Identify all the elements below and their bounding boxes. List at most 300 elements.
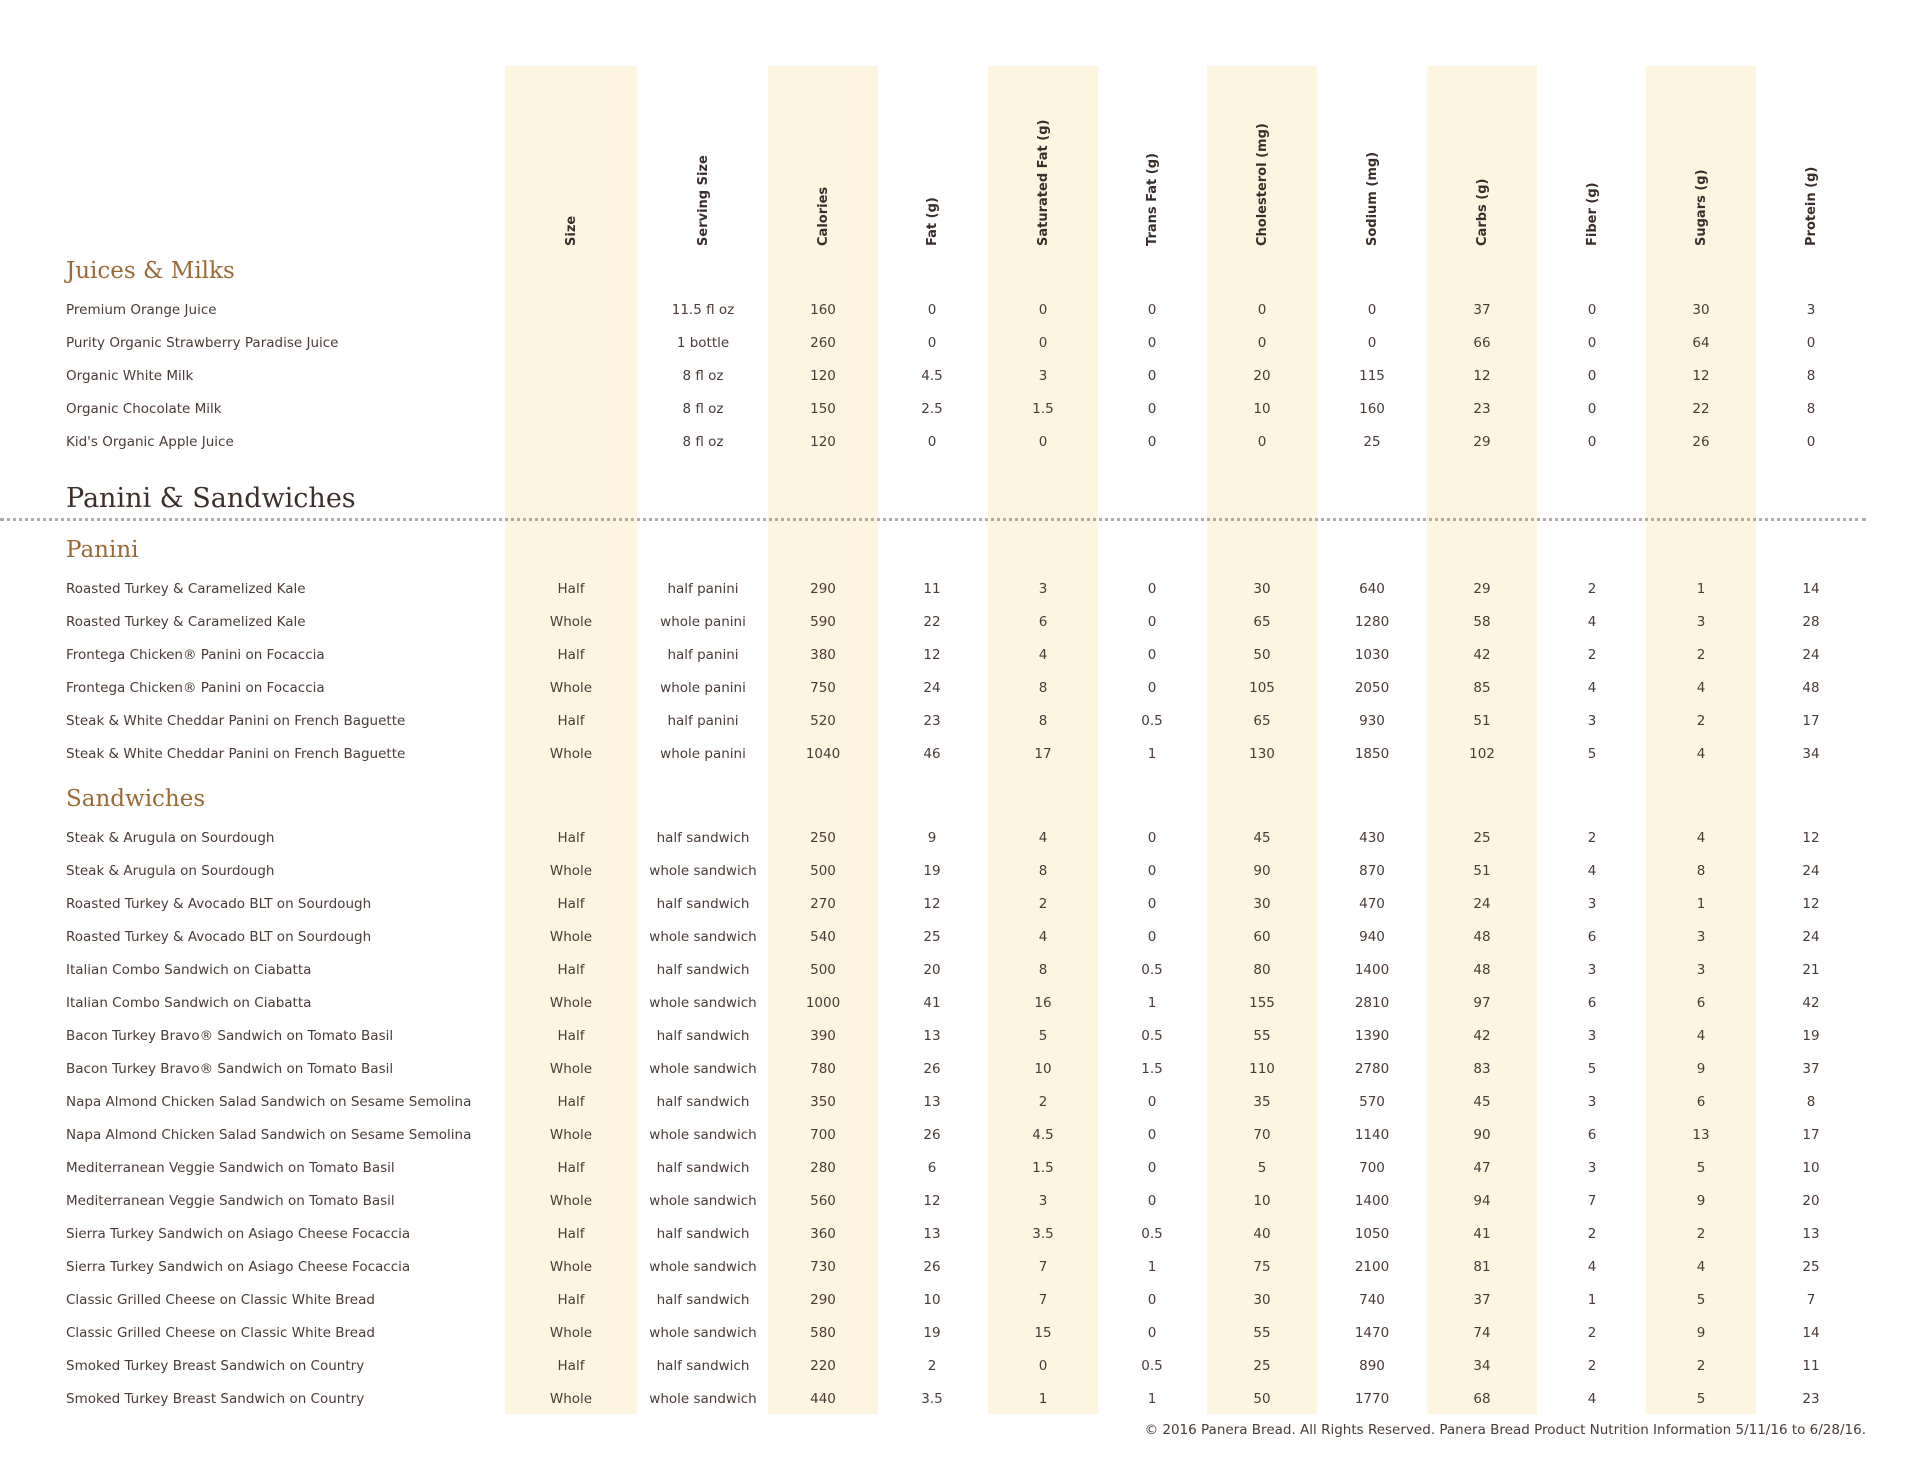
table-cell: whole sandwich [649, 863, 757, 879]
table-row [0, 426, 1920, 459]
table-cell: 500 [810, 962, 836, 978]
table-cell: 8 [1038, 680, 1048, 696]
table-cell: Whole [549, 1325, 593, 1341]
table-cell: 0 [1147, 863, 1157, 879]
table-cell: 51 [1473, 863, 1491, 879]
table-cell: half sandwich [656, 830, 750, 846]
table-cell: 26 [1692, 434, 1710, 450]
table-cell: 5 [1696, 1292, 1706, 1308]
table-cell: 30 [1253, 581, 1271, 597]
table-cell: whole panini [660, 680, 746, 696]
table-cell: 0 [1147, 368, 1157, 384]
table-cell: 4 [1038, 647, 1048, 663]
table-cell: 4 [1696, 680, 1706, 696]
table-cell: 16 [1034, 995, 1052, 1011]
item-name: Frontega Chicken® Panini on Focaccia [66, 680, 325, 696]
table-cell: 9 [1696, 1325, 1706, 1341]
table-cell: 8 fl oz [682, 368, 724, 384]
item-name: Steak & White Cheddar Panini on French Baguette [66, 746, 406, 762]
table-cell: 4 [1587, 1391, 1597, 1407]
table-cell: 10 [923, 1292, 941, 1308]
table-cell: whole sandwich [649, 929, 757, 945]
table-cell: half sandwich [656, 1358, 750, 1374]
table-cell: 700 [1359, 1160, 1385, 1176]
table-cell: 430 [1359, 830, 1385, 846]
table-cell: 6 [1587, 1127, 1597, 1143]
table-cell: 1140 [1354, 1127, 1390, 1143]
table-cell: 37 [1473, 302, 1491, 318]
table-cell: 2 [1038, 896, 1048, 912]
table-cell: 0 [1587, 368, 1597, 384]
table-cell: 2 [1587, 581, 1597, 597]
table-cell: half sandwich [656, 1160, 750, 1176]
table-cell: Whole [549, 1193, 593, 1209]
table-cell: 5 [1587, 1061, 1597, 1077]
item-name: Frontega Chicken® Panini on Focaccia [66, 647, 325, 663]
item-name: Premium Orange Juice [66, 302, 217, 318]
table-row [0, 1053, 1920, 1086]
table-cell: 97 [1473, 995, 1491, 1011]
table-cell: 1 [1587, 1292, 1597, 1308]
table-row [0, 672, 1920, 705]
table-row [0, 606, 1920, 639]
table-cell: 4 [1587, 680, 1597, 696]
table-cell: Whole [549, 1259, 593, 1275]
table-cell: 65 [1253, 614, 1271, 630]
table-cell: 30 [1253, 1292, 1271, 1308]
table-cell: 65 [1253, 713, 1271, 729]
table-cell: half panini [667, 713, 739, 729]
table-cell: whole sandwich [649, 995, 757, 1011]
table-cell: 750 [810, 680, 836, 696]
table-cell: whole sandwich [649, 1193, 757, 1209]
item-name: Italian Combo Sandwich on Ciabatta [66, 995, 312, 1011]
table-cell: 1470 [1354, 1325, 1390, 1341]
table-cell: 0 [1147, 1127, 1157, 1143]
table-row [0, 888, 1920, 921]
table-cell: 23 [923, 713, 941, 729]
table-cell: 8 [1038, 713, 1048, 729]
item-name: Roasted Turkey & Avocado BLT on Sourdough [66, 896, 372, 912]
table-cell: 3 [1587, 713, 1597, 729]
table-cell: 60 [1253, 929, 1271, 945]
table-cell: 2810 [1354, 995, 1390, 1011]
table-cell: 0 [1147, 830, 1157, 846]
table-cell: 0 [1806, 335, 1816, 351]
table-cell: 0 [1147, 647, 1157, 663]
table-cell: 20 [1253, 368, 1271, 384]
column-header: Protein (g) [1804, 166, 1819, 246]
table-cell: 130 [1249, 746, 1275, 762]
column-header: Cholesterol (mg) [1255, 123, 1270, 246]
table-cell: whole sandwich [649, 1325, 757, 1341]
table-cell: 520 [810, 713, 836, 729]
table-row [0, 705, 1920, 738]
item-name: Kid's Organic Apple Juice [66, 434, 234, 450]
table-cell: 4 [1696, 1028, 1706, 1044]
table-cell: 47 [1473, 1160, 1491, 1176]
table-cell: 45 [1473, 1094, 1491, 1110]
item-name: Smoked Turkey Breast Sandwich on Country [66, 1358, 365, 1374]
table-cell: 12 [1473, 368, 1491, 384]
table-cell: 3 [1038, 581, 1048, 597]
table-row [0, 1251, 1920, 1284]
table-row [0, 1383, 1920, 1416]
column-header: Fiber (g) [1585, 182, 1600, 246]
item-name: Classic Grilled Cheese on Classic White Bread [66, 1292, 375, 1308]
table-cell: 48 [1473, 962, 1491, 978]
table-cell: 6 [1587, 929, 1597, 945]
table-cell: 21 [1802, 962, 1820, 978]
table-cell: 5 [1696, 1160, 1706, 1176]
item-name: Roasted Turkey & Caramelized Kale [66, 581, 306, 597]
table-cell: 3 [1696, 929, 1706, 945]
table-cell: Whole [549, 995, 593, 1011]
table-cell: 8 [1806, 1094, 1816, 1110]
table-cell: 0 [1367, 335, 1377, 351]
category-title-juices-milks: Juices & Milks [66, 258, 235, 284]
table-cell: 41 [1473, 1226, 1491, 1242]
table-cell: 0 [1147, 1292, 1157, 1308]
item-name: Sierra Turkey Sandwich on Asiago Cheese Focaccia [66, 1226, 411, 1242]
table-cell: 580 [810, 1325, 836, 1341]
column-header: Size [564, 215, 579, 246]
table-cell: 12 [923, 647, 941, 663]
table-cell: Half [557, 896, 585, 912]
table-cell: 270 [810, 896, 836, 912]
table-cell: 55 [1253, 1028, 1271, 1044]
table-cell: 290 [810, 1292, 836, 1308]
table-cell: 15 [1034, 1325, 1052, 1341]
table-cell: 8 [1806, 368, 1816, 384]
table-cell: 68 [1473, 1391, 1491, 1407]
table-cell: 120 [810, 368, 836, 384]
table-cell: 250 [810, 830, 836, 846]
table-cell: 66 [1473, 335, 1491, 351]
table-cell: 10 [1802, 1160, 1820, 1176]
table-cell: 0 [1038, 335, 1048, 351]
table-cell: Half [557, 1028, 585, 1044]
table-cell: 2 [1587, 1358, 1597, 1374]
item-name: Classic Grilled Cheese on Classic White Bread [66, 1325, 375, 1341]
table-cell: 730 [810, 1259, 836, 1275]
table-cell: 220 [810, 1358, 836, 1374]
table-cell: 26 [923, 1259, 941, 1275]
table-cell: 11 [923, 581, 941, 597]
table-cell: 26 [923, 1127, 941, 1143]
table-cell: 4 [1587, 614, 1597, 630]
table-cell: 13 [923, 1094, 941, 1110]
table-cell: 20 [1802, 1193, 1820, 1209]
table-cell: 13 [1692, 1127, 1710, 1143]
table-cell: 42 [1473, 647, 1491, 663]
table-cell: 3 [1587, 962, 1597, 978]
table-cell: 1 [1147, 995, 1157, 1011]
table-cell: 870 [1359, 863, 1385, 879]
table-cell: 1 [1147, 1391, 1157, 1407]
table-cell: Half [557, 647, 585, 663]
table-cell: 160 [810, 302, 836, 318]
table-cell: 3.5 [921, 1391, 943, 1407]
table-cell: 19 [923, 1325, 941, 1341]
table-row [0, 921, 1920, 954]
table-cell: 11 [1802, 1358, 1820, 1374]
item-name: Sierra Turkey Sandwich on Asiago Cheese Focaccia [66, 1259, 411, 1275]
table-cell: 360 [810, 1226, 836, 1242]
table-cell: 12 [923, 1193, 941, 1209]
table-cell: 500 [810, 863, 836, 879]
table-cell: 570 [1359, 1094, 1385, 1110]
table-cell: 4 [1587, 1259, 1597, 1275]
table-cell: 58 [1473, 614, 1491, 630]
table-cell: 23 [1473, 401, 1491, 417]
table-cell: 0 [1038, 302, 1048, 318]
table-cell: 9 [927, 830, 937, 846]
table-cell: 81 [1473, 1259, 1491, 1275]
table-cell: 25 [1363, 434, 1381, 450]
table-cell: 17 [1802, 1127, 1820, 1143]
table-cell: 3 [1587, 1094, 1597, 1110]
table-cell: 30 [1692, 302, 1710, 318]
table-cell: 1.5 [1032, 401, 1054, 417]
table-cell: 42 [1802, 995, 1820, 1011]
table-cell: 12 [923, 896, 941, 912]
category-title-sandwiches: Sandwiches [66, 786, 206, 812]
table-cell: 2 [1038, 1094, 1048, 1110]
table-cell: 13 [1802, 1226, 1820, 1242]
table-cell: 22 [1692, 401, 1710, 417]
table-cell: 24 [1802, 863, 1820, 879]
table-cell: 940 [1359, 929, 1385, 945]
item-name: Mediterranean Veggie Sandwich on Tomato Basil [66, 1160, 395, 1176]
table-cell: 4 [1587, 863, 1597, 879]
table-cell: 9 [1696, 1193, 1706, 1209]
table-cell: 55 [1253, 1325, 1271, 1341]
table-cell: 150 [810, 401, 836, 417]
table-cell: 28 [1802, 614, 1820, 630]
table-cell: 1 [1696, 581, 1706, 597]
table-cell: 8 fl oz [682, 434, 724, 450]
table-cell: Whole [549, 680, 593, 696]
table-cell: 0.5 [1141, 713, 1163, 729]
table-cell: 1 [1147, 746, 1157, 762]
item-name: Roasted Turkey & Caramelized Kale [66, 614, 306, 630]
table-cell: 440 [810, 1391, 836, 1407]
table-cell: Half [557, 1358, 585, 1374]
copyright-footer: © 2016 Panera Bread. All Rights Reserved. Panera Bread Product Nutrition Information 5/11/16 to 6/28/16. [1144, 1422, 1866, 1438]
table-cell: 24 [923, 680, 941, 696]
table-cell: 8 [1038, 962, 1048, 978]
table-cell: 37 [1802, 1061, 1820, 1077]
table-cell: 560 [810, 1193, 836, 1209]
table-cell: 0 [1147, 896, 1157, 912]
table-cell: 24 [1802, 929, 1820, 945]
table-cell: 0 [927, 335, 937, 351]
table-cell: 1050 [1354, 1226, 1390, 1242]
table-cell: 0 [1257, 302, 1267, 318]
table-cell: 1 [1696, 896, 1706, 912]
column-header: Serving Size [696, 155, 711, 246]
item-name: Steak & Arugula on Sourdough [66, 863, 275, 879]
table-cell: whole sandwich [649, 1127, 757, 1143]
column-header: Carbs (g) [1475, 178, 1490, 246]
table-cell: 1030 [1354, 647, 1390, 663]
table-cell: 13 [923, 1226, 941, 1242]
table-cell: 110 [1249, 1061, 1275, 1077]
table-cell: 41 [923, 995, 941, 1011]
table-cell: 3 [1587, 896, 1597, 912]
table-row [0, 954, 1920, 987]
table-cell: 0 [1147, 335, 1157, 351]
table-cell: half sandwich [656, 962, 750, 978]
table-cell: 3 [1038, 368, 1048, 384]
table-cell: 280 [810, 1160, 836, 1176]
table-cell: 8 [1038, 863, 1048, 879]
table-cell: 0 [1147, 680, 1157, 696]
item-name: Purity Organic Strawberry Paradise Juice [66, 335, 339, 351]
table-cell: 30 [1253, 896, 1271, 912]
table-cell: 890 [1359, 1358, 1385, 1374]
table-cell: 2780 [1354, 1061, 1390, 1077]
table-cell: 83 [1473, 1061, 1491, 1077]
table-cell: 70 [1253, 1127, 1271, 1143]
table-row [0, 1020, 1920, 1053]
table-cell: Half [557, 1226, 585, 1242]
table-cell: 470 [1359, 896, 1385, 912]
table-cell: Half [557, 830, 585, 846]
table-cell: 1000 [805, 995, 841, 1011]
table-cell: 5 [1038, 1028, 1048, 1044]
table-cell: 0 [1147, 434, 1157, 450]
table-cell: 51 [1473, 713, 1491, 729]
table-cell: 3 [1696, 614, 1706, 630]
table-cell: 75 [1253, 1259, 1271, 1275]
table-cell: 37 [1473, 1292, 1491, 1308]
table-row [0, 1350, 1920, 1383]
item-name: Mediterranean Veggie Sandwich on Tomato Basil [66, 1193, 395, 1209]
table-cell: 740 [1359, 1292, 1385, 1308]
table-cell: 4 [1696, 746, 1706, 762]
item-name: Organic Chocolate Milk [66, 401, 222, 417]
table-cell: 1770 [1354, 1391, 1390, 1407]
table-cell: 1.5 [1032, 1160, 1054, 1176]
table-cell: 0 [1147, 1094, 1157, 1110]
table-row [0, 1185, 1920, 1218]
table-row [0, 573, 1920, 606]
table-cell: 64 [1692, 335, 1710, 351]
table-cell: 390 [810, 1028, 836, 1044]
table-cell: 0.5 [1141, 1358, 1163, 1374]
column-header: Trans Fat (g) [1145, 153, 1160, 246]
table-cell: Whole [549, 1127, 593, 1143]
table-cell: 90 [1253, 863, 1271, 879]
table-cell: 10 [1253, 401, 1271, 417]
table-cell: 0 [1147, 614, 1157, 630]
table-cell: 48 [1802, 680, 1820, 696]
table-cell: 85 [1473, 680, 1491, 696]
column-header: Sugars (g) [1694, 169, 1709, 246]
table-cell: 19 [923, 863, 941, 879]
table-cell: 260 [810, 335, 836, 351]
item-name: Smoked Turkey Breast Sandwich on Country [66, 1391, 365, 1407]
section-title-panini-sandwiches: Panini & Sandwiches [66, 483, 356, 514]
table-cell: 2.5 [921, 401, 943, 417]
table-cell: 24 [1802, 647, 1820, 663]
table-cell: 7 [1806, 1292, 1816, 1308]
table-cell: Whole [549, 929, 593, 945]
table-cell: 4 [1696, 1259, 1706, 1275]
table-cell: 2 [1587, 647, 1597, 663]
table-cell: 17 [1802, 713, 1820, 729]
table-cell: 35 [1253, 1094, 1271, 1110]
table-cell: 1280 [1354, 614, 1390, 630]
table-cell: 3 [1587, 1028, 1597, 1044]
table-cell: 4 [1696, 830, 1706, 846]
table-row [0, 855, 1920, 888]
table-cell: half panini [667, 647, 739, 663]
table-cell: 0 [1367, 302, 1377, 318]
table-cell: 1400 [1354, 962, 1390, 978]
table-row [0, 1152, 1920, 1185]
table-cell: 7 [1587, 1193, 1597, 1209]
table-row [0, 360, 1920, 393]
table-cell: 4 [1038, 929, 1048, 945]
table-cell: 0 [1257, 434, 1267, 450]
table-cell: 3 [1696, 962, 1706, 978]
table-cell: 0.5 [1141, 1028, 1163, 1044]
table-cell: 22 [923, 614, 941, 630]
table-cell: 0 [1587, 335, 1597, 351]
table-cell: 2 [1696, 1226, 1706, 1242]
table-cell: 780 [810, 1061, 836, 1077]
table-cell: 1 [1038, 1391, 1048, 1407]
table-cell: 9 [1696, 1061, 1706, 1077]
table-cell: 0.5 [1141, 962, 1163, 978]
table-cell: 0 [1587, 401, 1597, 417]
table-cell: 2 [1696, 713, 1706, 729]
table-cell: whole sandwich [649, 1061, 757, 1077]
table-cell: 0 [1038, 1358, 1048, 1374]
table-cell: 0 [1147, 302, 1157, 318]
table-cell: 3 [1587, 1160, 1597, 1176]
table-cell: Whole [549, 1061, 593, 1077]
table-cell: half sandwich [656, 1226, 750, 1242]
table-cell: Whole [549, 746, 593, 762]
table-cell: 7 [1038, 1259, 1048, 1275]
table-cell: 2 [1587, 1325, 1597, 1341]
table-cell: whole sandwich [649, 1391, 757, 1407]
table-cell: 120 [810, 434, 836, 450]
table-row [0, 1218, 1920, 1251]
table-row [0, 1086, 1920, 1119]
table-cell: Half [557, 962, 585, 978]
table-cell: 3 [1806, 302, 1816, 318]
table-row [0, 1119, 1920, 1152]
table-cell: 42 [1473, 1028, 1491, 1044]
table-cell: 0 [1806, 434, 1816, 450]
table-cell: 2100 [1354, 1259, 1390, 1275]
table-cell: Half [557, 1292, 585, 1308]
table-cell: 155 [1249, 995, 1275, 1011]
table-cell: 5 [1696, 1391, 1706, 1407]
item-name: Italian Combo Sandwich on Ciabatta [66, 962, 312, 978]
table-cell: 290 [810, 581, 836, 597]
table-cell: 0 [1147, 1160, 1157, 1176]
table-cell: half sandwich [656, 1028, 750, 1044]
table-cell: 6 [1038, 614, 1048, 630]
table-cell: 0 [1147, 929, 1157, 945]
table-cell: 25 [923, 929, 941, 945]
